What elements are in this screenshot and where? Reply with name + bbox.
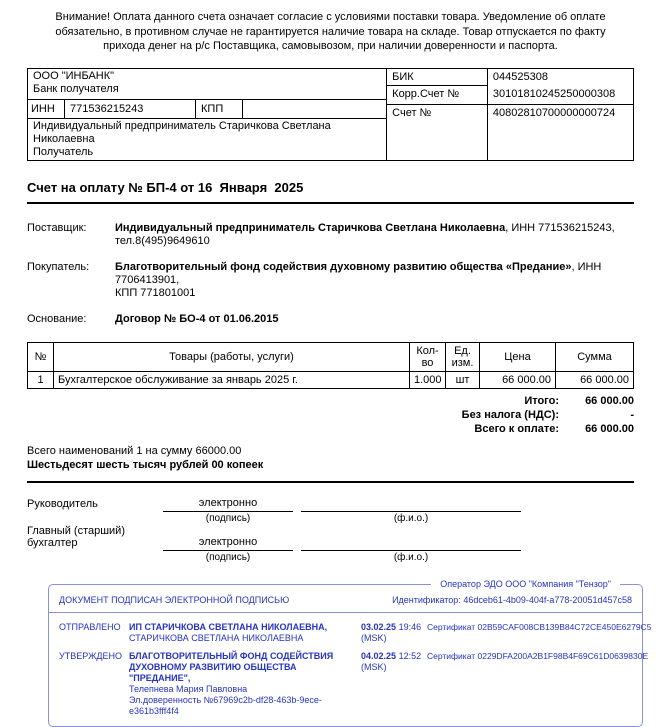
col-header-unit: Ед. изм. <box>446 342 480 371</box>
sent-party-rest: СТАРИЧКОВА СВЕТЛАНА НИКОЛАЕВНА <box>129 632 304 643</box>
stamp-approved-row <box>59 650 649 717</box>
stamp-sent-row <box>59 621 652 644</box>
accountant-signature-row <box>27 525 634 551</box>
bank-requisites-left <box>28 69 386 160</box>
table-row <box>28 371 634 388</box>
supplier-row <box>27 222 634 248</box>
identifier-value: 46dceb61-4b09-404f-a778-20051d457c58 <box>463 594 632 605</box>
recipient-caption: Получатель <box>33 145 94 158</box>
director-sign-value: электронно <box>163 497 293 512</box>
accountant-fio-value <box>301 536 521 551</box>
basis-row <box>27 313 634 326</box>
corr-account-label: Корр.Счет № <box>387 86 488 104</box>
total-label: Итого: <box>524 394 559 407</box>
approved-person: Телепнева Мария Павловна <box>129 683 248 694</box>
fio-caption: (ф.и.о.) <box>393 551 429 563</box>
signatures-divider <box>27 481 634 483</box>
corr-account-value: 30101810245250000308 <box>492 87 616 100</box>
buyer-value <box>115 261 634 300</box>
col-header-price: Цена <box>480 342 556 371</box>
supplier-phone: тел.8(495)9649610 <box>115 234 210 247</box>
item-sum: 66 000.00 <box>556 371 634 388</box>
col-header-name: Товары (работы, услуги) <box>54 342 410 371</box>
director-role-label: Руководитель <box>27 497 98 510</box>
vat-row <box>27 408 634 422</box>
edo-operator-label: Оператор ЭДО ООО "Компания "Тензор" <box>431 579 620 590</box>
bank-caption: Банк получателя <box>33 82 119 95</box>
sent-status-label: ОТПРАВЛЕНО <box>59 621 121 632</box>
signed-title: ДОКУМЕНТ ПОДПИСАН ЭЛЕКТРОННОЙ ПОДПИСЬЮ <box>59 594 290 605</box>
approved-status-label: УТВЕРЖДЕНО <box>59 650 123 661</box>
bank-cell <box>28 69 386 100</box>
bik-value: 044525308 <box>492 70 548 83</box>
buyer-name: Благотворительный фонд содействия духовному развитию общества «Предание» <box>115 260 572 273</box>
certificate-value: 0229DFA200A2B1F98B4F69C61D0639830E <box>477 650 649 661</box>
sent-party <box>129 622 361 644</box>
bik-row <box>387 69 633 86</box>
recipient-name: Индивидуальный предприниматель Старичкова Светлана Николаевна <box>33 119 331 145</box>
buyer-kpp: КПП 771801001 <box>115 286 196 299</box>
item-price: 66 000.00 <box>480 371 556 388</box>
item-unit: шт <box>446 371 480 388</box>
certificate-label: Сертификат <box>427 621 476 632</box>
accountant-captions-row <box>27 551 634 564</box>
sent-date: 03.02.25 <box>361 621 397 632</box>
col-header-sum: Сумма <box>556 342 634 371</box>
sign-caption: (подпись) <box>205 512 251 524</box>
signatures-section <box>27 497 634 564</box>
due-row <box>27 422 634 436</box>
vat-label: Без налога (НДС): <box>461 408 559 421</box>
director-fio-value <box>301 497 521 512</box>
spacer <box>27 551 163 553</box>
parties-section <box>27 222 634 326</box>
sign-caption: (подпись) <box>205 551 251 563</box>
invoice-title: Счет на оплату № БП-4 от 16 Января 2025 <box>27 179 304 195</box>
basis-value: Договор № БО-4 от 01.06.2015 <box>115 312 279 325</box>
approved-party-name: БЛАГОТВОРИТЕЛЬНЫЙ ФОНД СОДЕЙСТВИЯ ДУХОВНОМУ РАЗВИТИЮ ОБЩЕСТВА "ПРЕДАНИЕ", <box>129 650 334 683</box>
col-header-qty: Кол-во <box>410 342 446 371</box>
approved-time: 12:52 <box>398 650 422 661</box>
supplier-name: Индивидуальный предприниматель Старичкова Светлана Николаевна <box>115 221 506 234</box>
buyer-row <box>27 261 634 300</box>
amount-in-words: Шестьдесят шесть тысяч рублей 00 копеек <box>27 458 264 471</box>
bank-requisites-right <box>386 69 633 160</box>
items-count-line: Всего наименований 1 на сумму 66000.00 <box>27 444 242 457</box>
bank-name: ООО "ИНБАНК" <box>33 69 115 82</box>
director-fio-line <box>301 497 521 512</box>
fio-caption: (ф.и.о.) <box>393 512 429 524</box>
total-value: 66 000.00 <box>585 394 634 407</box>
director-signature-row <box>27 497 634 512</box>
item-qty: 1.000 <box>410 371 446 388</box>
item-name: Бухгалтерское обслуживание за январь 2025 г. <box>54 371 410 388</box>
account-value: 40802810700000000724 <box>492 106 616 119</box>
certificate-label: Сертификат <box>427 650 476 661</box>
sent-datetime <box>361 622 427 644</box>
bank-requisites-table <box>27 68 634 161</box>
identifier-label: Идентификатор: <box>392 594 461 605</box>
approved-party <box>129 651 361 717</box>
supplier-details: , ИНН 771536215243, <box>505 221 615 234</box>
kpp-label: КПП <box>196 100 243 118</box>
buyer-label: Покупатель: <box>27 260 90 273</box>
basis-label: Основание: <box>27 312 87 325</box>
corr-account-row <box>387 86 633 105</box>
spacer <box>27 512 163 514</box>
buyer-details: , ИНН 7706413901, <box>115 260 602 286</box>
approved-date: 04.02.25 <box>361 650 397 661</box>
recipient-cell <box>28 119 386 160</box>
supplier-value <box>115 222 634 248</box>
col-header-num: № <box>28 342 54 371</box>
accountant-role-label: Главный (старший) бухгалтер <box>27 524 125 549</box>
inn-kpp-row <box>28 100 386 119</box>
account-label: Счет № <box>387 105 488 160</box>
items-table <box>27 342 634 389</box>
supplier-label: Поставщик: <box>27 221 87 234</box>
approved-certificate <box>427 651 648 662</box>
sent-certificate <box>427 622 651 633</box>
sent-party-name: ИП СТАРИЧКОВА СВЕТЛАНА НИКОЛАЕВНА, <box>129 621 328 632</box>
approved-datetime <box>361 651 427 673</box>
identifier <box>392 595 632 606</box>
total-row <box>27 394 634 408</box>
certificate-value: 02B59CAF008CB139B84C72CE450E6279C5 <box>477 621 652 632</box>
director-captions-row <box>27 512 634 525</box>
due-label: Всего к оплате: <box>474 422 559 435</box>
inn-value: 771536215243 <box>65 100 196 118</box>
sent-time: 19:46 <box>398 621 422 632</box>
title-divider <box>27 202 634 204</box>
vat-value: - <box>630 408 634 421</box>
item-num: 1 <box>28 371 54 388</box>
accountant-sign-value: электронно <box>163 536 293 551</box>
electronic-signature-stamp <box>48 578 652 727</box>
approved-attorney: Эл.доверенность №67969c2b-df28-463b-9ece-e361b3fff4f4 <box>129 694 322 716</box>
bik-label: БИК <box>387 69 488 86</box>
inn-label: ИНН <box>28 100 65 118</box>
approved-timezone: (MSK) <box>361 661 387 672</box>
items-header-row <box>28 342 634 371</box>
sent-timezone: (MSK) <box>361 632 387 643</box>
accountant-fio-line <box>301 536 521 551</box>
payment-warning-text: Внимание! Оплата данного счета означает согласие с условиями поставки товара. Уведомление об оплате обязательно, в противном случае не гарантируется наличие товара на складе. Товар отпускается по факту прихода денег на р/с Поставщика, самовывозом, при наличии доверенности и паспорта. <box>55 11 606 53</box>
accountant-sign-line <box>163 536 293 551</box>
account-row <box>387 105 633 160</box>
totals-section <box>27 394 634 472</box>
due-value: 66 000.00 <box>585 422 634 435</box>
director-sign-line <box>163 497 293 512</box>
stamp-body <box>49 613 652 726</box>
